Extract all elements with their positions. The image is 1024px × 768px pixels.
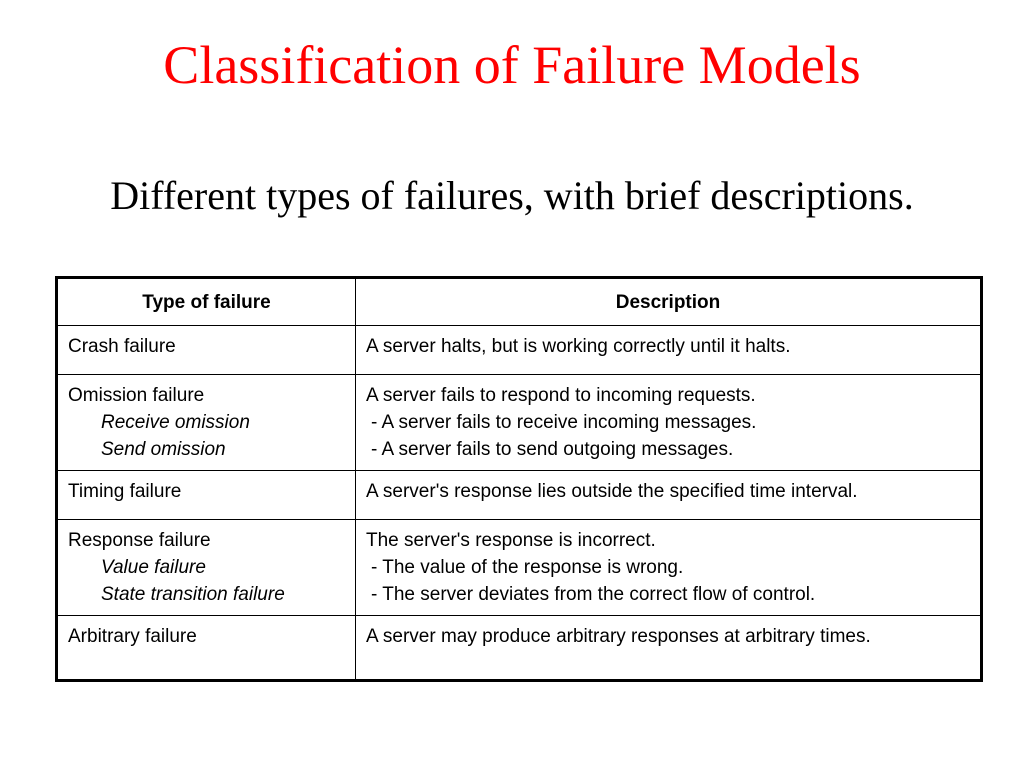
failure-description-cell — [356, 375, 982, 471]
failure-type-cell — [57, 616, 356, 681]
table-row — [57, 326, 982, 375]
table-row — [57, 616, 982, 681]
failure-sub-description: - A server fails to send outgoing messages. — [371, 439, 734, 460]
failure-description-cell — [356, 326, 982, 375]
header-description: Description — [356, 278, 982, 326]
failure-sub-type: Send omission — [101, 439, 226, 460]
failure-type-cell — [57, 375, 356, 471]
failure-type: Timing failure — [68, 481, 182, 502]
failure-type-cell — [57, 326, 356, 375]
failure-sub-description: - The value of the response is wrong. — [371, 557, 684, 578]
failure-type: Omission failure — [68, 385, 205, 406]
table-row — [57, 375, 982, 471]
failure-models-table — [55, 276, 983, 682]
failure-type-cell — [57, 520, 356, 616]
failure-type: Arbitrary failure — [68, 626, 197, 647]
failure-sub-description: - A server fails to receive incoming messages. — [371, 412, 757, 433]
header-type-of-failure: Type of failure — [57, 278, 356, 326]
failure-description: A server's response lies outside the specified time interval. — [366, 481, 858, 502]
table-row — [57, 471, 982, 520]
failure-sub-type: Value failure — [101, 557, 206, 578]
failure-sub-type: Receive omission — [101, 412, 250, 433]
failure-description: A server may produce arbitrary responses at arbitrary times. — [366, 626, 871, 647]
failure-sub-description: - The server deviates from the correct flow of control. — [371, 584, 816, 605]
failure-description: A server fails to respond to incoming requests. — [366, 385, 756, 406]
failure-description: The server's response is incorrect. — [366, 530, 656, 551]
slide-subtitle: Different types of failures, with brief descriptions. — [110, 173, 914, 218]
slide-title: Classification of Failure Models — [163, 35, 861, 95]
table-header-row — [57, 278, 982, 326]
failure-type: Response failure — [68, 530, 211, 551]
failure-type-cell — [57, 471, 356, 520]
failure-description-cell — [356, 520, 982, 616]
failure-description: A server halts, but is working correctly until it halts. — [366, 336, 791, 357]
failure-description-cell — [356, 616, 982, 681]
failure-description-cell — [356, 471, 982, 520]
table-row — [57, 520, 982, 616]
failure-sub-type: State transition failure — [101, 584, 285, 605]
failure-type: Crash failure — [68, 336, 176, 357]
